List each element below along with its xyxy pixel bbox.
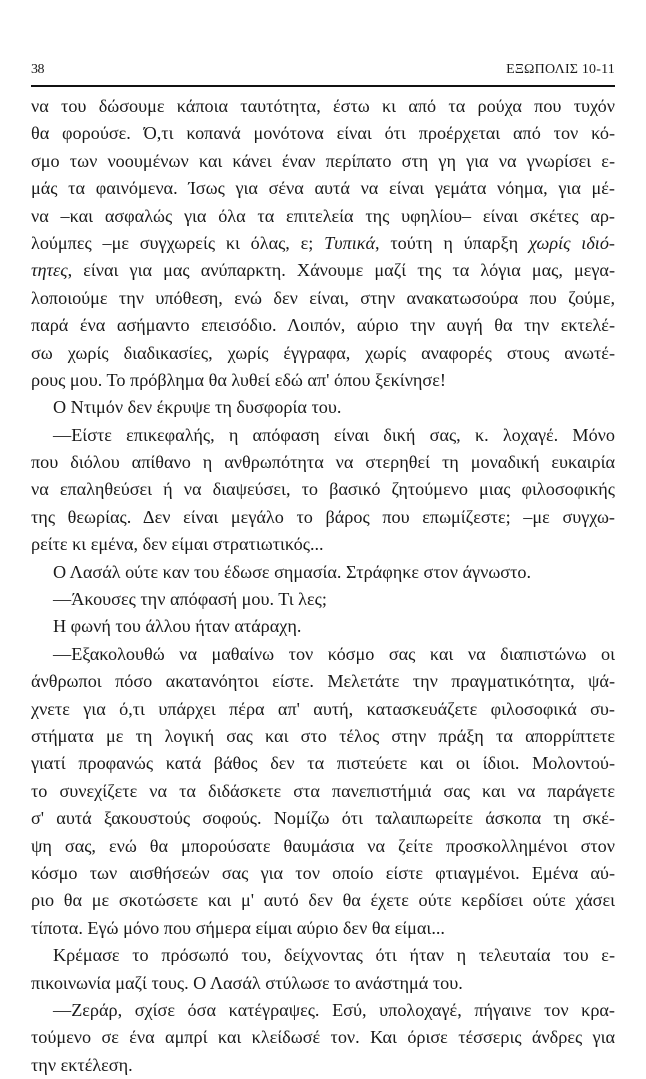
text-line: να επαληθεύσει ή να διαψεύσει, το βασικό ζητούμενο μιας φιλοσοφικής (31, 479, 615, 500)
text-line: ρους μου. Το πρόβλημα θα λυθεί εδώ απ' όπου ξεκίνησε! (31, 369, 446, 390)
text-line: σμο των νοουμένων και κάνει έναν περίπατο στη γη για να γνωρίσει ε- (31, 150, 615, 171)
text-line: της θεωρίας. Δεν είναι μεγάλο το βάρος που επωμίζεστε; –με συγχω- (31, 506, 615, 527)
text-line: τούμενο σε ένα αμπρί και κλείδωσέ τον. Και όρισε τέσσερις άνδρες για (31, 1027, 615, 1048)
text-line: Ο Ντιμόν δεν έκρυψε τη δυσφορία του. (53, 397, 342, 418)
text-line: γιατί προφανώς κατά βάθος δεν τα πιστεύετε και οι ίδιοι. Μολοντού- (31, 753, 615, 774)
header-rule (31, 85, 615, 87)
text-line: σω χωρίς διαδικασίες, χωρίς έγγραφα, χωρίς αναφορές στους ανωτέ- (31, 342, 615, 363)
text-line: —Άκουσες την απόφασή μου. Τι λες; (53, 589, 327, 610)
italic-run: Τυπικά (324, 232, 376, 253)
text-run: , είναι για μας ανύπαρκτη. Χάνουμε μαζί της τα λόγια μας, μεγα- (67, 260, 615, 281)
text-line: ρείτε κι εμένα, δεν είμαι στρατιωτικός... (31, 534, 324, 555)
text-run: , τούτη η ύπαρξη (375, 232, 529, 253)
text-line: λοποιούμε την υπόθεση, ενώ δεν είναι, στην ανακατωσούρα που ζούμε, (31, 287, 615, 308)
text-line (31, 257, 615, 284)
text-line: θα φορούσε. Ό,τι κοπανά μονότονα είναι ότι προέρχεται από τον κό- (31, 123, 615, 144)
text-line: το συνεχίζετε να τα διδάσκετε στα πανεπιστήμιά σας και να παράγετε (31, 780, 615, 801)
text-line: άνθρωποι πόσο ακατανόητοι είστε. Μελετάτε την πραγματικότητα, ψά- (31, 671, 615, 692)
text-line: —Ζεράρ, σχίσε όσα κατέγραψες. Εσύ, υπολοχαγέ, πήγαινε τον κρα- (53, 999, 615, 1020)
text-line: μάς τα φαινόμενα. Ίσως για σένα αυτά να είναι γεμάτα νόημα, για μέ- (31, 178, 615, 199)
text-line: ψη σας, ενώ θα μπορούσατε θαυμάσια να ζείτε προσκολλημένοι στον (31, 835, 615, 856)
text-run: λούμπες –με συγχωρείς κι όλας, ε; (31, 232, 325, 253)
text-line: —Είστε επικεφαλής, η απόφαση είναι δική σας, κ. λοχαγέ. Μόνο (53, 424, 615, 445)
text-line: να –και ασφαλώς για όλα τα επιτελεία της υφηλίου– είναι σκέτες αρ- (31, 205, 615, 226)
text-line: που διόλου απίθανο η ανθρωπότητα να στερηθεί τη μοναδική ευκαιρία (31, 452, 615, 473)
text-line: να του δώσουμε κάποια ταυτότητα, έστω κι από τα ρούχα που τυχόν (31, 96, 615, 116)
italic-run: χωρίς ιδιό- (528, 232, 615, 253)
text-line: σ' αυτά ξακουστούς σοφούς. Νομίζω ότι ταλαιπωρείτε άσκοπα τη σκέ- (31, 808, 615, 829)
running-title: ΕΞΩΠΟΛΙΣ 10-11 (506, 62, 615, 77)
text-line: Κρέμασε το πρόσωπό του, δείχνοντας ότι ήταν η τελευταία του ε- (53, 945, 615, 966)
text-line: τίποτα. Εγώ μόνο που σήμερα είμαι αύριο δεν θα είμαι... (31, 917, 445, 938)
text-line: στήματα με τη λογική σας και στο τέλος στην πράξη τα απορρίπτετε (31, 725, 615, 746)
text-line: ριο θα με σκοτώσετε και μ' αυτό δεν θα έχετε ούτε κερδίσει ούτε χάσει (31, 890, 615, 911)
italic-run: τητες (31, 260, 68, 281)
text-line: Η φωνή του άλλου ήταν ατάραχη. (53, 616, 302, 637)
text-line: κόσμο των αισθήσεών σας για τον οποίο είστε φτιαγμένοι. Εμένα αύ- (31, 862, 615, 883)
page-header (31, 62, 615, 84)
page-number: 38 (31, 62, 44, 77)
text-line: την εκτέλεση. (31, 1054, 133, 1075)
text-line: χνετε για ό,τι υπάρχει πέρα απ' αυτή, κατασκευάζετε φιλοσοφικά συ- (31, 698, 615, 719)
text-line: Ο Λασάλ ούτε καν του έδωσε σημασία. Στράφηκε στον άγνωστο. (53, 561, 532, 582)
body-text (31, 93, 615, 1079)
text-line: —Εξακολουθώ να μαθαίνω τον κόσμο σας και να διαπιστώνω οι (53, 643, 615, 664)
text-line: παρά ένα ασήμαντο επεισόδιο. Λοιπόν, αύριο την αυγή θα την εκτελέ- (31, 315, 615, 336)
text-line (31, 230, 615, 257)
text-line: πικοινωνία μαζί τους. Ο Λασάλ στύλωσε το ανάστημά του. (31, 972, 463, 993)
